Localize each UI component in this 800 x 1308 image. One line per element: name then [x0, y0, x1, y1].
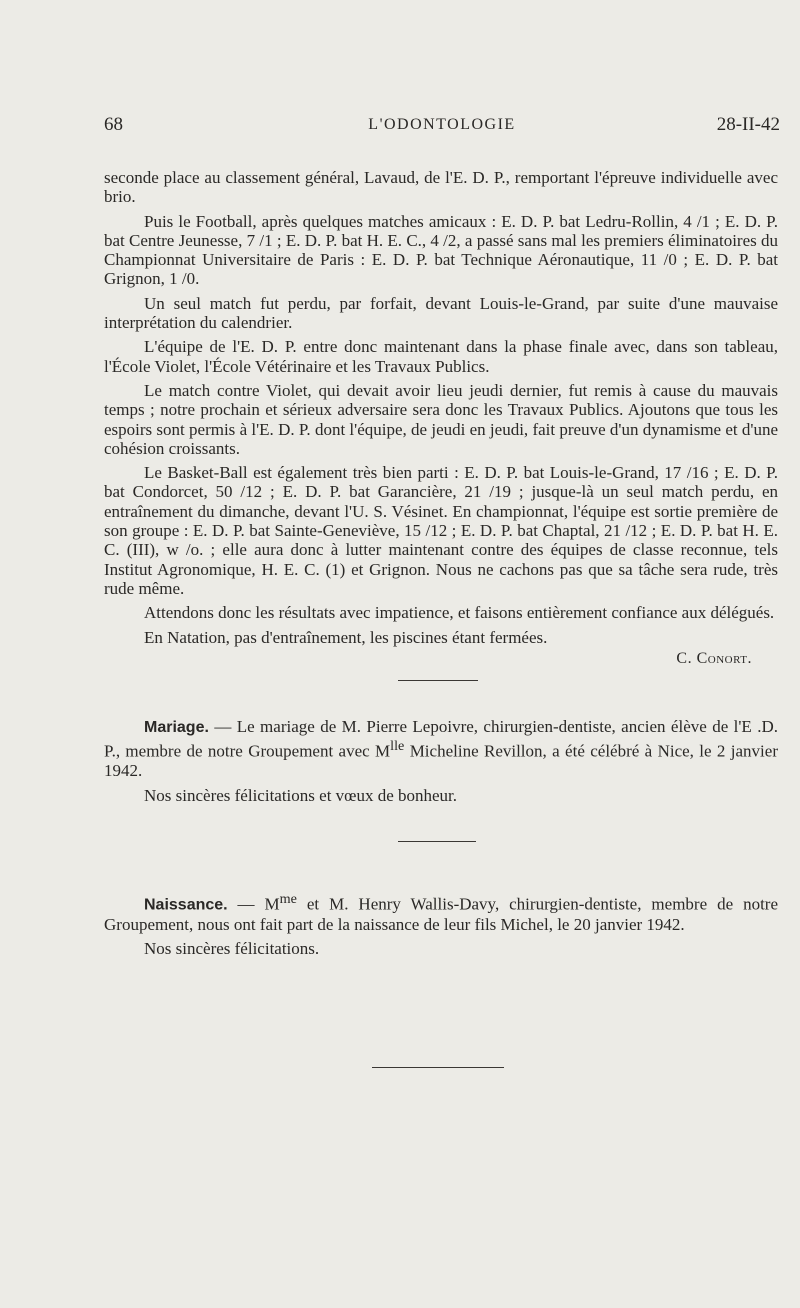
end-divider — [372, 1067, 504, 1068]
section-divider — [398, 841, 476, 842]
mariage-notice — [104, 717, 778, 781]
naissance-superscript: me — [279, 890, 297, 907]
paragraph-forfeit: Un seul match fut perdu, par forfait, devant Louis-le-Grand, par suite d'une mauvaise interprétation du calendrier. — [104, 293, 778, 333]
naissance-heading: Naissance. — [144, 896, 228, 914]
paragraph-basketball: Le Basket-Ball est également très bien parti : E. D. P. bat Louis-le-Grand, 17 /16 ; E. D. P. bat Condorcet, 50 /12 ; E. D. P. bat Garancière, 21 /19 ; jusque-là un seul match perdu, en entraînement du dimanche, devant l'U. S. Vésinet. En championnat, l'équipe est sortie première de son groupe : E. D. P. bat Sainte-Geneviève, 15 /12 ; E. D. P. bat Chaptal, 21 /12 ; E. D. P. bat H. E. C. (III), w /o. ; elle aura donc à lutter maintenant contre des équipes de classe reconnue, tels Institut Agronomique, H. E. C. (1) et Grignon. Nous ne cachons pas que sa tâche sera rude, très rude même. — [104, 463, 778, 598]
mariage-wishes: Nos sincères félicitations et vœux de bonheur. — [144, 785, 458, 805]
journal-title: L'ODONTOLOGIE — [368, 116, 516, 133]
mariage-superscript: lle — [390, 738, 405, 755]
paragraph-final-phase: L'équipe de l'E. D. P. entre donc maintenant dans la phase finale avec, dans son tableau, l'École Violet, l'École Vétérinaire et les Travaux Publics. — [104, 337, 778, 376]
naissance-notice — [104, 890, 778, 934]
mariage-heading: Mariage. — [144, 719, 209, 737]
naissance-text: et M. Henry Wallis-Davy, chirurgien-dentiste, membre de notre Groupement, nous ont fait part de la naissance de leur fils Michel, le 20 janvier 1942. — [104, 894, 779, 934]
author-signature: C. Conort. — [676, 649, 752, 667]
mariage-text-1: — Le mariage de M. Pierre Lepoivre, chirurgien-dentiste, ancien élève de l'E .D. P., membre de notre Groupement avec M — [104, 717, 778, 762]
paragraph-1: seconde place au classement général, Lavaud, de l'E. D. P., remportant l'épreuve individuelle avec brio. — [104, 168, 778, 207]
naissance-wishes: Nos sincères félicitations. — [144, 939, 320, 959]
section-divider — [398, 680, 478, 681]
paragraph-violet-match: Le match contre Violet, qui devait avoir lieu jeudi dernier, fut remis à cause du mauvais temps ; notre prochain et sérieux adversaire sera donc les Travaux Publics. Ajoutons que tous les espoirs sont permis à l'E. D. P. dont l'équipe, de jeudi en jeudi, fait preuve d'un dynamisme et d'une cohésion croissants. — [104, 380, 778, 458]
paragraph-swimming: En Natation, pas d'entraînement, les piscines étant fermées. — [144, 627, 548, 647]
paragraph-delegates: Attendons donc les résultats avec impatience, et faisons entièrement confiance aux délégués. — [144, 603, 775, 623]
naissance-dash: — M — [227, 894, 280, 914]
issue-date: 28-II-42 — [716, 114, 780, 135]
page-number: 68 — [104, 114, 123, 135]
running-header — [104, 114, 780, 142]
paragraph-football: Puis le Football, après quelques matches amicaux : E. D. P. bat Ledru-Rollin, 4 /1 ; E. D. P. bat Centre Jeunesse, 7 /1 ; E. D. P. bat H. E. C., 4 /2, a passé sans mal les premiers éliminatoires du Championnat Universitaire de Paris : E. D. P. bat Technique Aéronautique, 11 /0 ; E. D. P. bat Grignon, 1 /0. — [104, 211, 778, 289]
mariage-text-2: Micheline Revillon, a été célébré à Nice, le 2 janvier 1942. — [104, 742, 778, 781]
article-body — [104, 168, 778, 1068]
